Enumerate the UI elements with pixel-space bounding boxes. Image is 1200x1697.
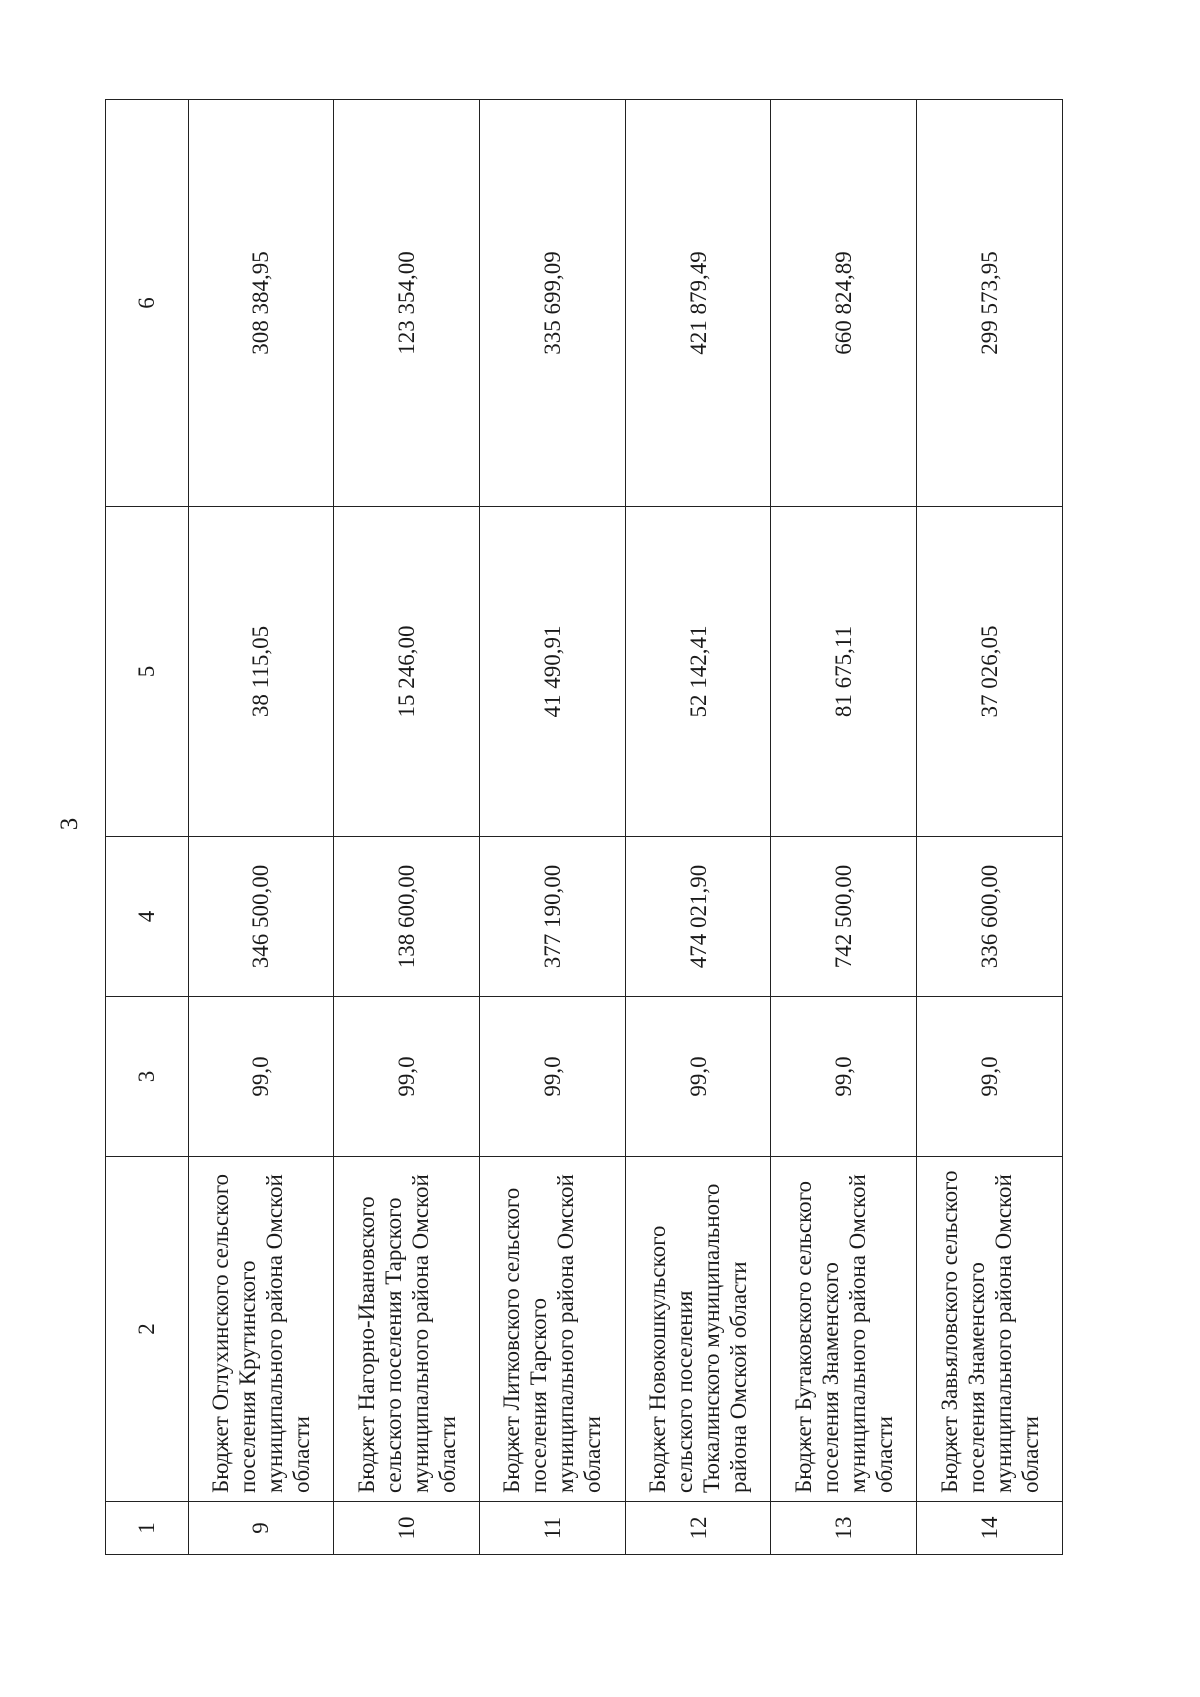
header-cell: 3 <box>106 997 189 1157</box>
value-cell: 336 600,00 <box>917 837 1063 997</box>
value-cell: 99,0 <box>334 997 480 1157</box>
row-number: 11 <box>480 1502 626 1555</box>
table-row <box>917 100 1063 1555</box>
value-cell: 99,0 <box>771 997 917 1157</box>
budget-name: Бюджет Нагорно-Ивановского сельского поселения Тарского муниципального района Омской области <box>334 1157 480 1502</box>
table-row <box>480 100 626 1555</box>
rotated-table-container <box>105 100 1063 1555</box>
header-cell: 5 <box>106 507 189 837</box>
header-cell: 6 <box>106 100 189 507</box>
value-cell: 99,0 <box>480 997 626 1157</box>
row-number: 14 <box>917 1502 1063 1555</box>
value-cell: 377 190,00 <box>480 837 626 997</box>
value-cell: 742 500,00 <box>771 837 917 997</box>
budget-name: Бюджет Литковского сельского поселения Тарского муниципального района Омской области <box>480 1157 626 1502</box>
value-cell: 308 384,95 <box>188 100 334 507</box>
table-row <box>771 100 917 1555</box>
budget-name: Бюджет Бутаковского сельского поселения Знаменского муниципального района Омской области <box>771 1157 917 1502</box>
row-number: 9 <box>188 1502 334 1555</box>
value-cell: 346 500,00 <box>188 837 334 997</box>
table-row <box>188 100 334 1555</box>
budget-name: Бюджет Завьяловского сельского поселения Знаменского муниципального района Омской области <box>917 1157 1063 1502</box>
table-row <box>334 100 480 1555</box>
value-cell: 123 354,00 <box>334 100 480 507</box>
budget-name: Бюджет Оглухинского сельского поселения Крутинского муниципального района Омской области <box>188 1157 334 1502</box>
value-cell: 138 600,00 <box>334 837 480 997</box>
row-number: 13 <box>771 1502 917 1555</box>
value-cell: 15 246,00 <box>334 507 480 837</box>
value-cell: 335 699,09 <box>480 100 626 507</box>
table-row <box>625 100 771 1555</box>
value-cell: 38 115,05 <box>188 507 334 837</box>
value-cell: 421 879,49 <box>625 100 771 507</box>
value-cell: 52 142,41 <box>625 507 771 837</box>
value-cell: 474 021,90 <box>625 837 771 997</box>
value-cell: 660 824,89 <box>771 100 917 507</box>
page-number: 3 <box>56 817 83 831</box>
row-number: 10 <box>334 1502 480 1555</box>
value-cell: 41 490,91 <box>480 507 626 837</box>
value-cell: 99,0 <box>917 997 1063 1157</box>
header-cell: 1 <box>106 1502 189 1555</box>
row-number: 12 <box>625 1502 771 1555</box>
budget-table <box>105 99 1063 1555</box>
value-cell: 99,0 <box>625 997 771 1157</box>
header-cell: 4 <box>106 837 189 997</box>
value-cell: 81 675,11 <box>771 507 917 837</box>
value-cell: 99,0 <box>188 997 334 1157</box>
value-cell: 299 573,95 <box>917 100 1063 507</box>
budget-name: Бюджет Новокошкульского сельского поселения Тюкалинского муниципального района Омской области <box>625 1157 771 1502</box>
header-cell: 2 <box>106 1157 189 1502</box>
table-header-row <box>106 100 189 1555</box>
value-cell: 37 026,05 <box>917 507 1063 837</box>
